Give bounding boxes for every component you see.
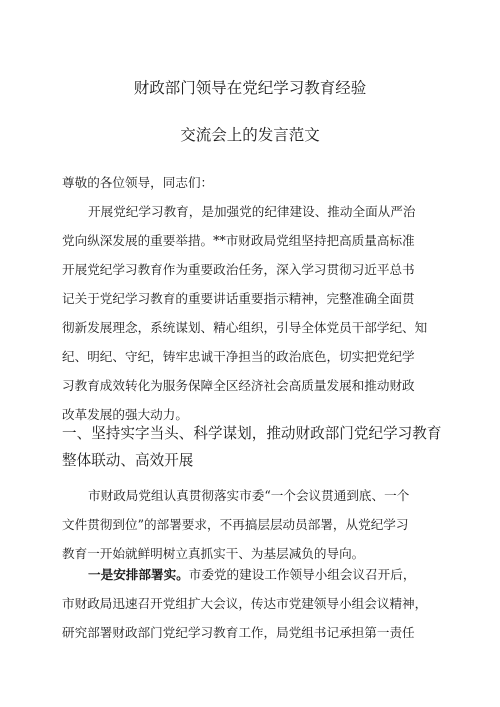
paragraph-line: [62, 566, 442, 595]
salutation: 尊敬的各位领导，同志们：: [62, 175, 214, 190]
paragraph-line: 党向纵深发展的重要举措。**市财政局党组坚持把高质量高标准: [62, 233, 415, 248]
section-heading-line-1: 一、坚持实字当头、科学谋划，推动财政部门党纪学习教育: [62, 425, 442, 442]
paragraph-line: 开展党纪学习教育，是加强党的纪律建设、推动全面从严治: [88, 204, 416, 219]
paragraph-line: 教育一开始就鲜明树立真抓实干、为基层减负的导向。: [62, 546, 365, 561]
paragraph-line: 开展党纪学习教育作为重要政治任务，深入学习贯彻习近平总书: [62, 262, 415, 277]
paragraph-line: 习教育成效转化为服务保障全区经济社会高质量发展和推动财政: [62, 378, 415, 393]
paragraph-line: 文件贯彻到位”的部署要求，不再搞层层动员部署，从党纪学习: [62, 517, 409, 532]
paragraph-point-1: [62, 566, 442, 653]
paragraph-line: 研究部署财政部门党纪学习教育工作，局党组书记承担第一责任: [62, 625, 415, 640]
paragraph-line: 市财政局党组认真贯彻落实市委“一个会议贯通到底、一个: [88, 488, 410, 503]
section-heading-line-2: 整体联动、高效开展: [62, 452, 194, 469]
paragraph-section-1: [62, 487, 442, 574]
paragraph-intro: [62, 203, 442, 435]
paragraph-text: 市委党的建设工作领导小组会议召开后，: [188, 567, 416, 582]
bold-lead-text: 一是安排部署实。: [88, 567, 189, 582]
paragraph-line: 纪、明纪、守纪，铸牢忠诚干净担当的政治底色，切实把党纪学: [62, 349, 415, 364]
paragraph-line: 市财政局迅速召开党组扩大会议，传达市党建领导小组会议精神，: [62, 596, 428, 611]
document-title-line-2: 交流会上的发言范文: [180, 126, 320, 144]
paragraph-line: 记关于党纪学习教育的重要讲话重要指示精神，完整准确全面贯: [62, 291, 415, 306]
paragraph-line: 改革发展的强大动力。: [62, 407, 188, 422]
document-title-line-1: 财政部门领导在党纪学习教育经验: [133, 79, 367, 97]
paragraph-line: 彻新发展理念，系统谋划、精心组织，引导全体党员干部学纪、知: [62, 320, 428, 335]
